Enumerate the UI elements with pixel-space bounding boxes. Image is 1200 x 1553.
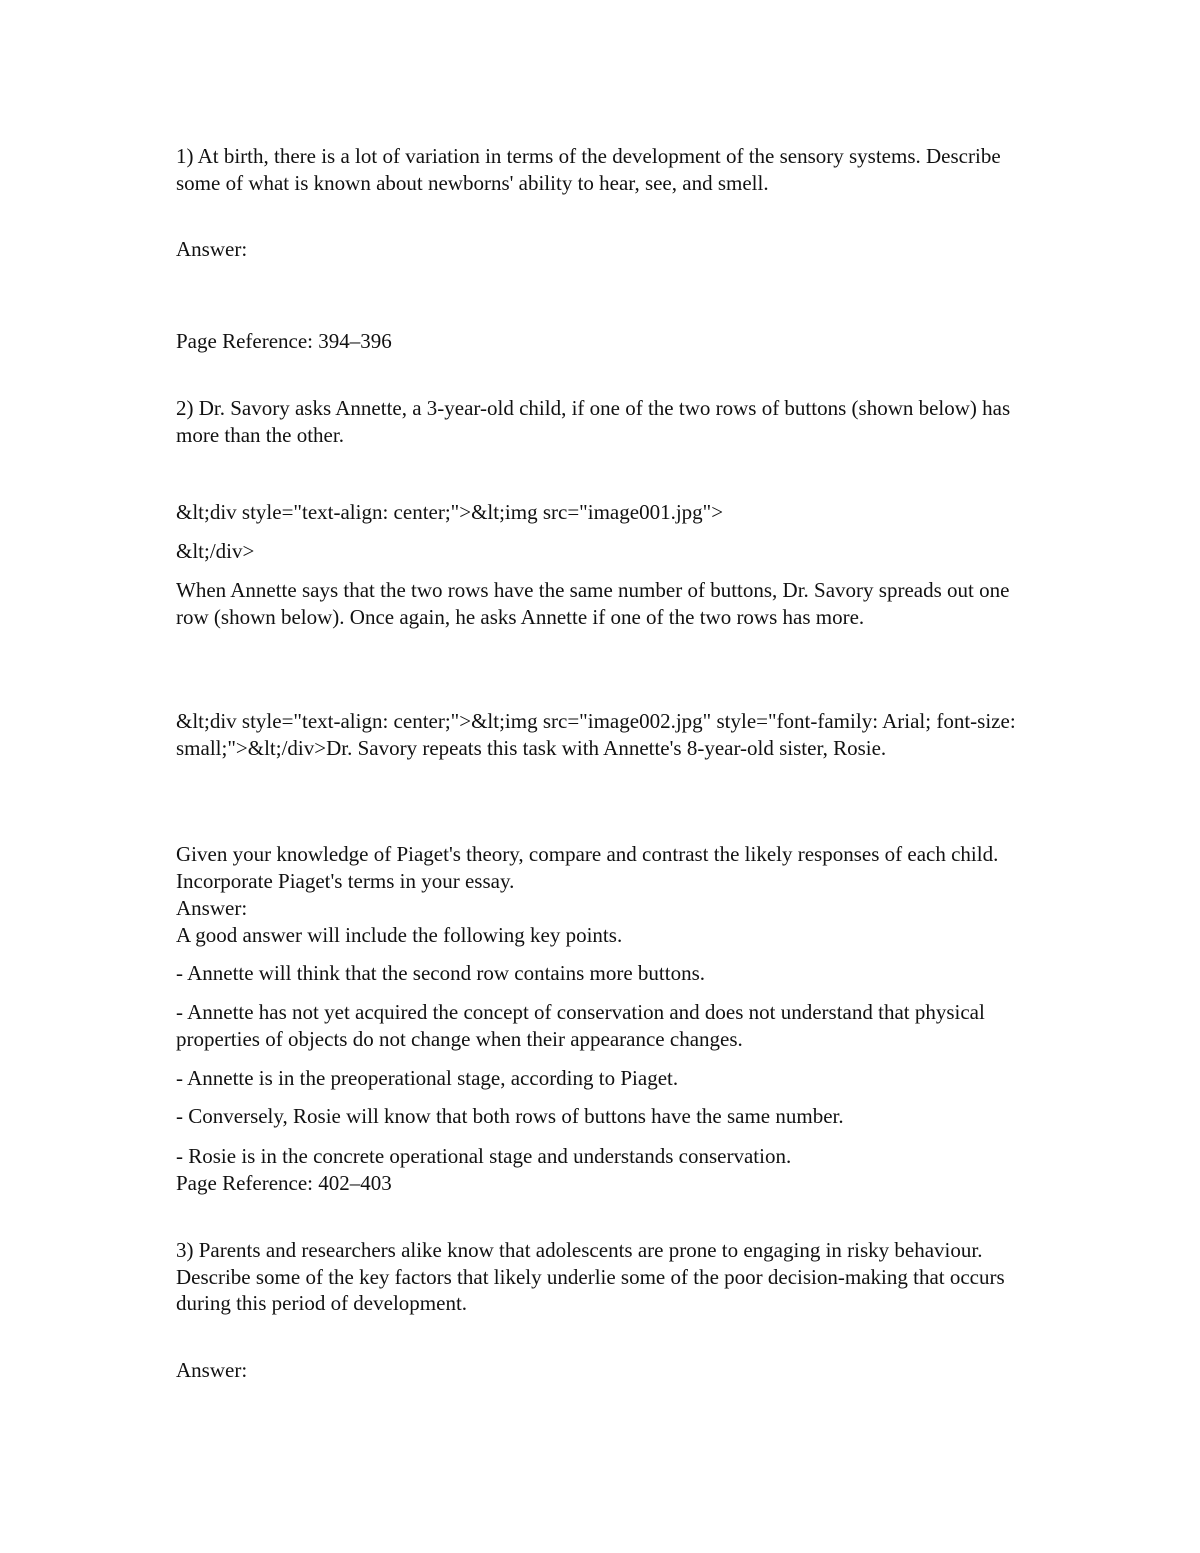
- question-2-answer-label: Answer:: [176, 896, 248, 920]
- question-2-answer-intro: A good answer will include the following key points.: [176, 923, 623, 947]
- question-2-point-2: - Annette has not yet acquired the concept of conservation and does not understand that physical properties of objects do not change when their appearance changes.: [176, 1000, 985, 1051]
- question-2-text: 2) Dr. Savory asks Annette, a 3-year-old child, if one of the two rows of buttons (shown below) has more than the other.: [176, 396, 1011, 447]
- question-2-code-line-2: &lt;/div>: [176, 539, 255, 563]
- question-2-point-1: - Annette will think that the second row contains more buttons.: [176, 961, 705, 985]
- question-2-prompt: Given your knowledge of Piaget's theory, compare and contrast the likely responses of each child. Incorporate Piaget's terms in your essay.: [176, 842, 999, 893]
- question-2-point-3: - Annette is in the preoperational stage, according to Piaget.: [176, 1066, 679, 1090]
- question-2-page-reference: Page Reference: 402–403: [176, 1171, 392, 1195]
- question-3-answer-label: Answer:: [176, 1358, 248, 1382]
- question-2-followup: When Annette says that the two rows have the same number of buttons, Dr. Savory spreads out one row (shown below). Once again, he asks Annette if one of the two rows has more.: [176, 578, 1010, 629]
- question-1-text: 1) At birth, there is a lot of variation in terms of the development of the sensory systems. Describe some of what is known about newborns' ability to hear, see, and smell.: [176, 144, 1001, 195]
- question-1-page-reference: Page Reference: 394–396: [176, 329, 392, 353]
- question-2-code-line-1: &lt;div style="text-align: center;">&lt;img src="image001.jpg">: [176, 500, 724, 524]
- question-2-point-4: - Conversely, Rosie will know that both rows of buttons have the same number.: [176, 1104, 844, 1128]
- question-2-point-5: - Rosie is in the concrete operational stage and understands conservation.: [176, 1144, 792, 1168]
- question-2-code-block-3: &lt;div style="text-align: center;">&lt;img src="image002.jpg" style="font-family: Arial; font-size: small;">&lt;/div>Dr. Savory repeats this task with Annette's 8-year-old sister, Rosie.: [176, 709, 1016, 760]
- question-3-text: 3) Parents and researchers alike know that adolescents are prone to engaging in risky behaviour. Describe some of the key factors that likely underlie some of the poor decision-making that occurs during this period of development.: [176, 1238, 1005, 1315]
- question-1-answer-label: Answer:: [176, 237, 248, 261]
